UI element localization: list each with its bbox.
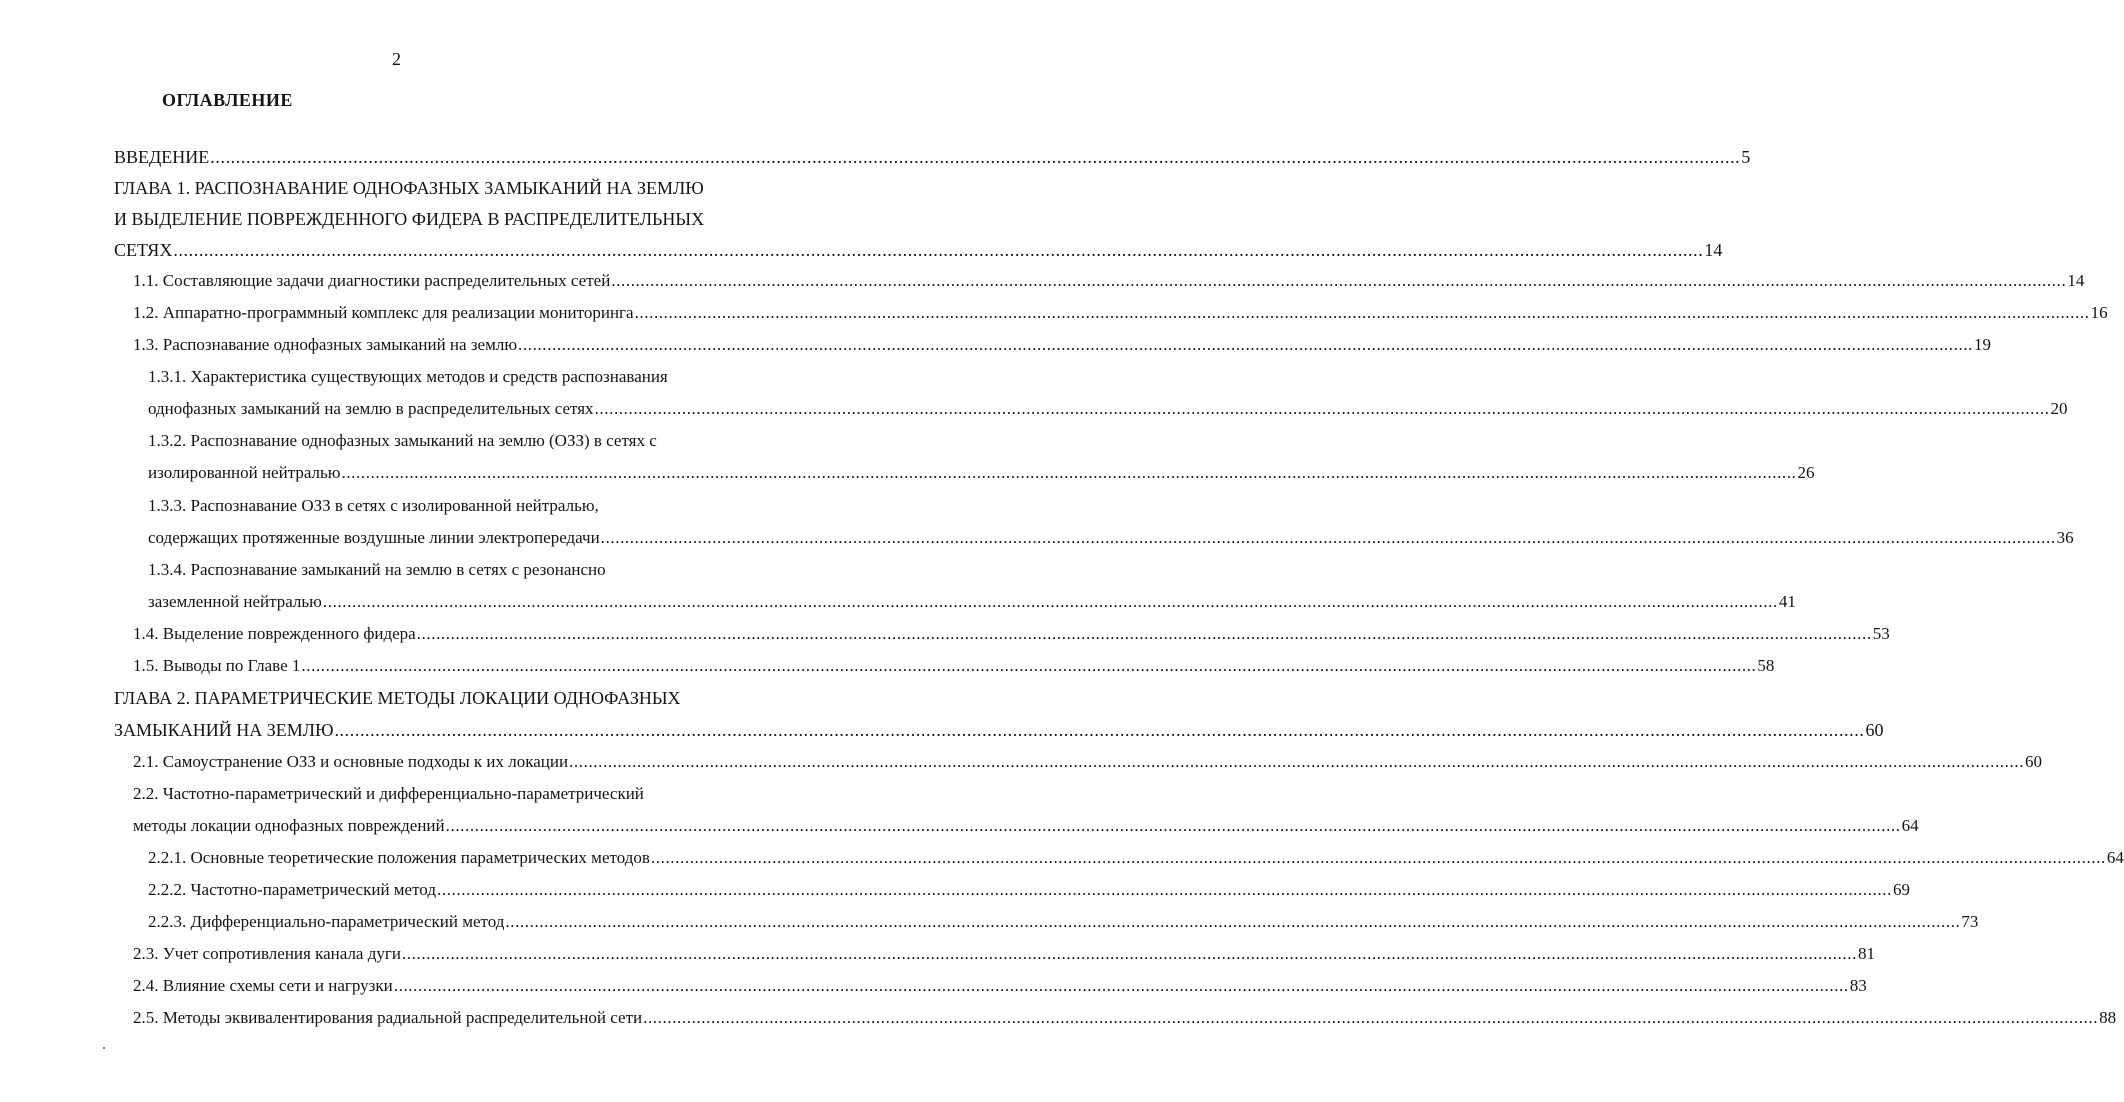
toc-entry-page: 83: [1849, 976, 1867, 995]
toc-entry-text: 1.2. Аппаратно-программный комплекс для реализации мониторинга: [133, 303, 634, 322]
toc-entry-page: 36: [2056, 528, 2074, 547]
toc-entry: [148, 591, 1796, 613]
toc-entry-page: 53: [1872, 624, 1890, 643]
toc-entry-page: 14: [2067, 271, 2085, 290]
dot-leader: ............................................................................................................................................................................................................................................................................................................: [445, 816, 1901, 835]
toc-entry-text: 2.2.1. Основные теоретические положения параметрических методов: [148, 848, 650, 867]
toc-entry: [114, 719, 1884, 741]
toc-entry: [133, 270, 2085, 292]
toc-entry-page: 19: [1974, 335, 1992, 354]
toc-entry-text: 1.3.4. Распознавание замыканий на землю в сетях с резонансно: [148, 560, 606, 579]
toc-entry-text: 1.3.2. Распознавание однофазных замыканий на землю (ОЗЗ) в сетях с: [148, 431, 657, 450]
dot-leader: ............................................................................................................................................................................................................................................................................................................: [643, 1008, 2099, 1027]
toc-entry-text: 2.2.3. Дифференциально-параметрический метод: [148, 912, 505, 931]
dot-leader: ............................................................................................................................................................................................................................................................................................................: [401, 944, 1857, 963]
toc-entry: [148, 398, 2068, 420]
dot-leader: ............................................................................................................................................................................................................................................................................................................: [594, 399, 2050, 418]
toc-entry-text: ГЛАВА 1. РАСПОЗНАВАНИЕ ОДНОФАЗНЫХ ЗАМЫКАНИЙ НА ЗЕМЛЮ: [114, 178, 704, 198]
dot-leader: ............................................................................................................................................................................................................................................................................................................: [436, 880, 1892, 899]
toc-entry: [133, 334, 1992, 356]
toc-entry-page: 88: [2099, 1008, 2117, 1027]
dot-leader: ............................................................................................................................................................................................................................................................................................................: [600, 528, 2056, 547]
toc-entry: [148, 430, 657, 452]
dot-leader: ............................................................................................................................................................................................................................................................................................................: [301, 656, 1757, 675]
toc-entry-page: 64: [1901, 816, 1919, 835]
toc-entry-text: изолированной нейтралью: [148, 463, 341, 482]
dot-leader: ............................................................................................................................................................................................................................................................................................................: [210, 147, 1741, 167]
dot-leader: ............................................................................................................................................................................................................................................................................................................: [505, 912, 1961, 931]
toc-entry-text: И ВЫДЕЛЕНИЕ ПОВРЕЖДЕННОГО ФИДЕРА В РАСПРЕДЕЛИТЕЛЬНЫХ: [114, 209, 705, 229]
toc-entry-page: 73: [1961, 912, 1979, 931]
toc-entry: [133, 783, 644, 805]
toc-entry-text: 2.4. Влияние схемы сети и нагрузки: [133, 976, 393, 995]
toc-entry: [148, 559, 606, 581]
toc-entry-text: 1.3.3. Распознавание ОЗЗ в сетях с изолированной нейтралью,: [148, 496, 599, 515]
toc-entry: [148, 879, 1910, 901]
toc-entry: [148, 527, 2074, 549]
toc-entry-text: 1.3. Распознавание однофазных замыканий на землю: [133, 335, 518, 354]
toc-entry-page: 60: [2025, 752, 2043, 771]
toc-entry-page: 41: [1778, 592, 1796, 611]
toc-entry-text: 1.4. Выделение поврежденного фидера: [133, 624, 416, 643]
dot-leader: ............................................................................................................................................................................................................................................................................................................: [416, 624, 1872, 643]
toc-entry: [148, 366, 668, 388]
dot-leader: ............................................................................................................................................................................................................................................................................................................: [650, 848, 2106, 867]
toc-entry: [133, 943, 1875, 965]
toc-entry: [148, 495, 599, 517]
toc-entry-text: ГЛАВА 2. ПАРАМЕТРИЧЕСКИЕ МЕТОДЫ ЛОКАЦИИ ОДНОФАЗНЫХ: [114, 688, 681, 708]
toc-entry-text: 2.3. Учет сопротивления канала дуги: [133, 944, 401, 963]
toc-entry-page: 60: [1865, 720, 1884, 740]
toc-entry: [133, 975, 1867, 997]
toc-entry: [114, 177, 704, 199]
toc-entry-text: ВВЕДЕНИЕ: [114, 147, 210, 167]
toc-entry: [148, 462, 1815, 484]
toc-entry: [114, 208, 704, 230]
toc-entry: [148, 847, 2124, 869]
toc-entry-page: 64: [2106, 848, 2124, 867]
toc-entry: [133, 655, 1775, 677]
toc-entry-page: 5: [1741, 147, 1751, 167]
toc-entry: [114, 687, 681, 709]
toc-entry-text: 2.1. Самоустранение ОЗЗ и основные подходы к их локации: [133, 752, 569, 771]
toc-entry-text: заземленной нейтралью: [148, 592, 322, 611]
page-number: 2: [392, 49, 401, 69]
toc-entry: [133, 302, 2108, 324]
toc-entry-page: 14: [1704, 240, 1723, 260]
dot-leader: ............................................................................................................................................................................................................................................................................................................: [322, 592, 1778, 611]
dot-leader: ............................................................................................................................................................................................................................................................................................................: [569, 752, 2025, 771]
dot-leader: ............................................................................................................................................................................................................................................................................................................: [334, 720, 1865, 740]
toc-entry: [133, 1007, 2117, 1029]
toc-entry: [114, 146, 1751, 168]
toc-entry-text: СЕТЯХ: [114, 240, 173, 260]
toc-entry-page: 20: [2050, 399, 2068, 418]
dot-leader: ............................................................................................................................................................................................................................................................................................................: [518, 335, 1974, 354]
toc-entry-page: 16: [2090, 303, 2108, 322]
dot-leader: ............................................................................................................................................................................................................................................................................................................: [341, 463, 1797, 482]
toc-title: ОГЛАВЛЕНИЕ: [162, 90, 293, 110]
toc-entry-text: содержащих протяженные воздушные линии электропередачи: [148, 528, 600, 547]
toc-entry-page: 58: [1757, 656, 1775, 675]
scan-dot-mark: [103, 1047, 105, 1049]
dot-leader: ............................................................................................................................................................................................................................................................................................................: [393, 976, 1849, 995]
toc-entry-text: 2.2. Частотно-параметрический и дифференциально-параметрический: [133, 784, 644, 803]
toc-entry-text: 2.5. Методы эквивалентирования радиальной распределительной сети: [133, 1008, 643, 1027]
toc-entry-text: 1.1. Составляющие задачи диагностики распределительных сетей: [133, 271, 611, 290]
toc-entry: [114, 239, 1723, 261]
dot-leader: ............................................................................................................................................................................................................................................................................................................: [634, 303, 2090, 322]
toc-entry-text: методы локации однофазных повреждений: [133, 816, 445, 835]
toc-entry-page: 81: [1857, 944, 1875, 963]
dot-leader: ............................................................................................................................................................................................................................................................................................................: [611, 271, 2067, 290]
toc-entry-page: 26: [1797, 463, 1815, 482]
toc-entry: [133, 815, 1919, 837]
dot-leader: ............................................................................................................................................................................................................................................................................................................: [173, 240, 1704, 260]
toc-entry-text: 1.3.1. Характеристика существующих методов и средств распознавания: [148, 367, 668, 386]
toc-entry: [148, 911, 1979, 933]
toc-entry-page: 69: [1892, 880, 1910, 899]
toc-entry-text: 1.5. Выводы по Главе 1: [133, 656, 301, 675]
toc-entry-text: 2.2.2. Частотно-параметрический метод: [148, 880, 436, 899]
toc-entry: [133, 751, 2043, 773]
toc-entry: [133, 623, 1890, 645]
toc-entry-text: однофазных замыканий на землю в распределительных сетях: [148, 399, 594, 418]
toc-entry-text: ЗАМЫКАНИЙ НА ЗЕМЛЮ: [114, 720, 334, 740]
